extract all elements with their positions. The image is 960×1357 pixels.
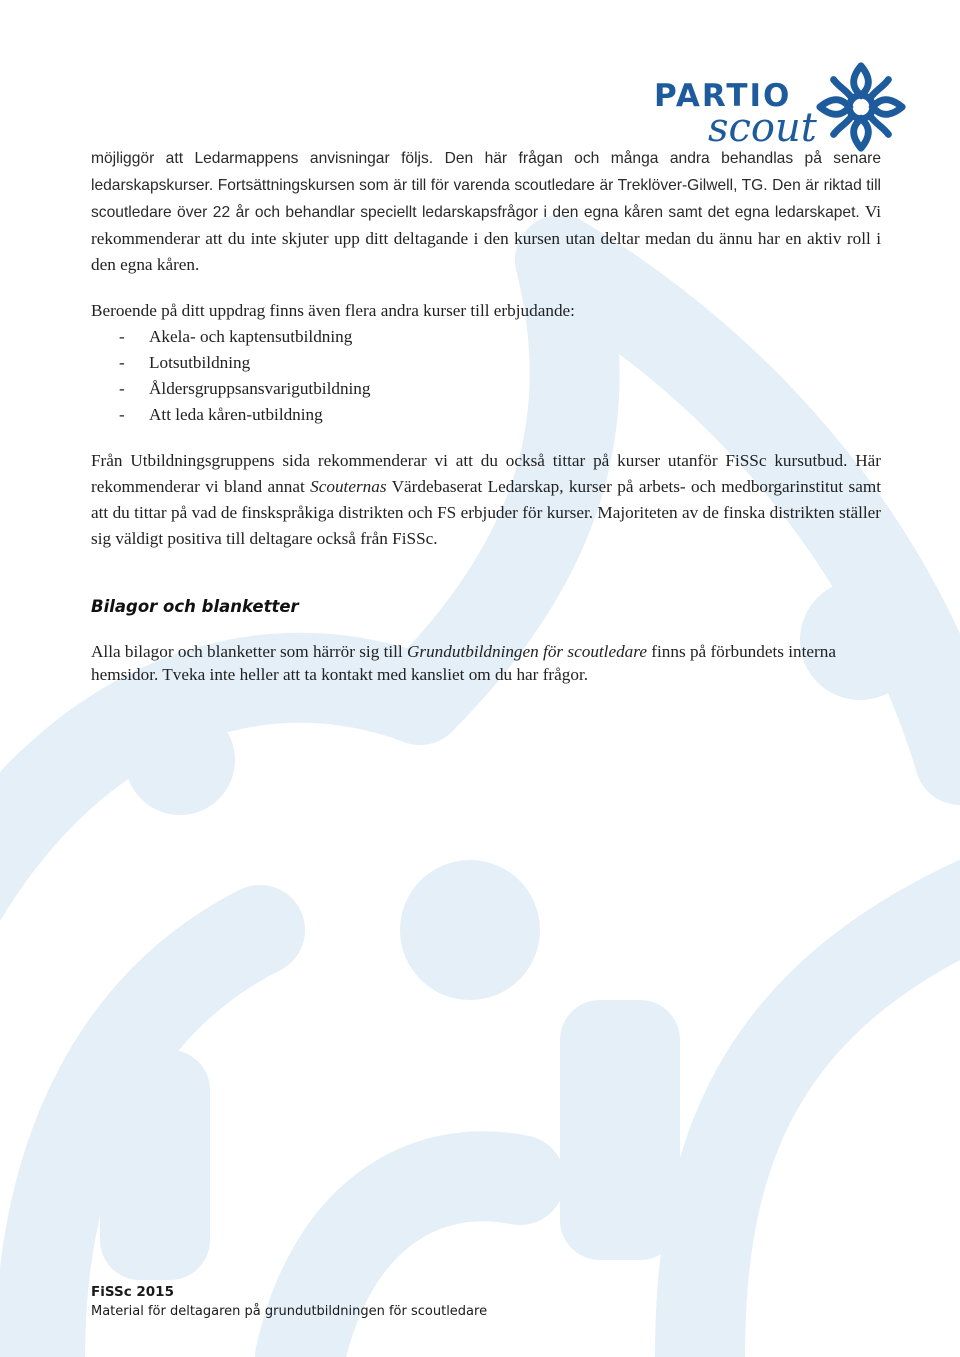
list-item: - Åldersgruppsansvarigutbildning	[119, 379, 371, 398]
section-heading: Bilagor och blanketter	[91, 597, 299, 616]
list-item: - Akela- och kaptensutbildning	[119, 327, 353, 346]
p1-line3: är riktad till scoutledare över 22 år och behandlar speciellt ledarskapsfrågor i den egna kåren samt det	[91, 177, 881, 221]
logo-partio-text: PARTIO	[654, 78, 792, 114]
p1-line4: egna ledarskapet.	[734, 204, 860, 221]
p1-line4-b: Vi rekommenderar att du inte skjuter upp ditt deltagande i den kursen utan deltar medan du ännu har en aktiv roll i den egna kåren.	[91, 202, 882, 274]
paragraph-courses	[91, 145, 881, 278]
p1-line2: ledarskapskurser. Fortsättningskursen som är till för varenda scoutledare är Treklöver-Gilwell, TG. Den	[91, 177, 801, 194]
course-list	[91, 324, 881, 428]
paragraph-recommendations: Från Utbildningsgruppens sida rekommenderar vi att du också tittar på kurser utanför FiSSc kursutbud. Här rekommenderar vi bland annat Scouternas Värdebaserat Ledarskap, kurser på arbets- och medborgarinstitut samt att du tittar på vad de finskspråkiga distrikten och FS erbjuder för kurser. Majoriteten av de finska distrikten ställer sig väldigt positiva till deltagare också från FiSSc.	[91, 451, 881, 548]
partioscout-logo	[650, 58, 912, 158]
list-item: - Lotsutbildning	[119, 353, 251, 372]
paragraph-other-courses-intro: Beroende på ditt uppdrag finns även flera andra kurser till erbjudande:	[91, 301, 575, 320]
paragraph-attachments: Alla bilagor och blanketter som härrör sig till Grundutbildningen för scoutledare finns på förbundets interna hemsidor. Tveka inte heller att ta kontakt med kansliet om du har frågor.	[91, 642, 836, 684]
footer-title: FiSSc 2015	[91, 1284, 174, 1300]
page-footer	[91, 1282, 487, 1322]
p1-line1: möjliggör att Ledarmappens anvisningar följs.	[91, 150, 445, 167]
document-body	[91, 145, 881, 686]
lily-emblem-icon	[812, 58, 910, 156]
footer-subtitle: Material för deltagaren på grundutbildningen för scoutledare	[91, 1304, 488, 1319]
logo-scout-text: scout	[708, 105, 817, 151]
list-item: - Att leda kåren-utbildning	[119, 405, 323, 424]
grundutbildningen-italic: Grundutbildningen för scoutledare	[406, 642, 647, 661]
scouternas-italic: Scouternas	[310, 477, 387, 496]
p1-line1-b: Den här frågan och många andra behandlas på senare	[444, 150, 881, 167]
